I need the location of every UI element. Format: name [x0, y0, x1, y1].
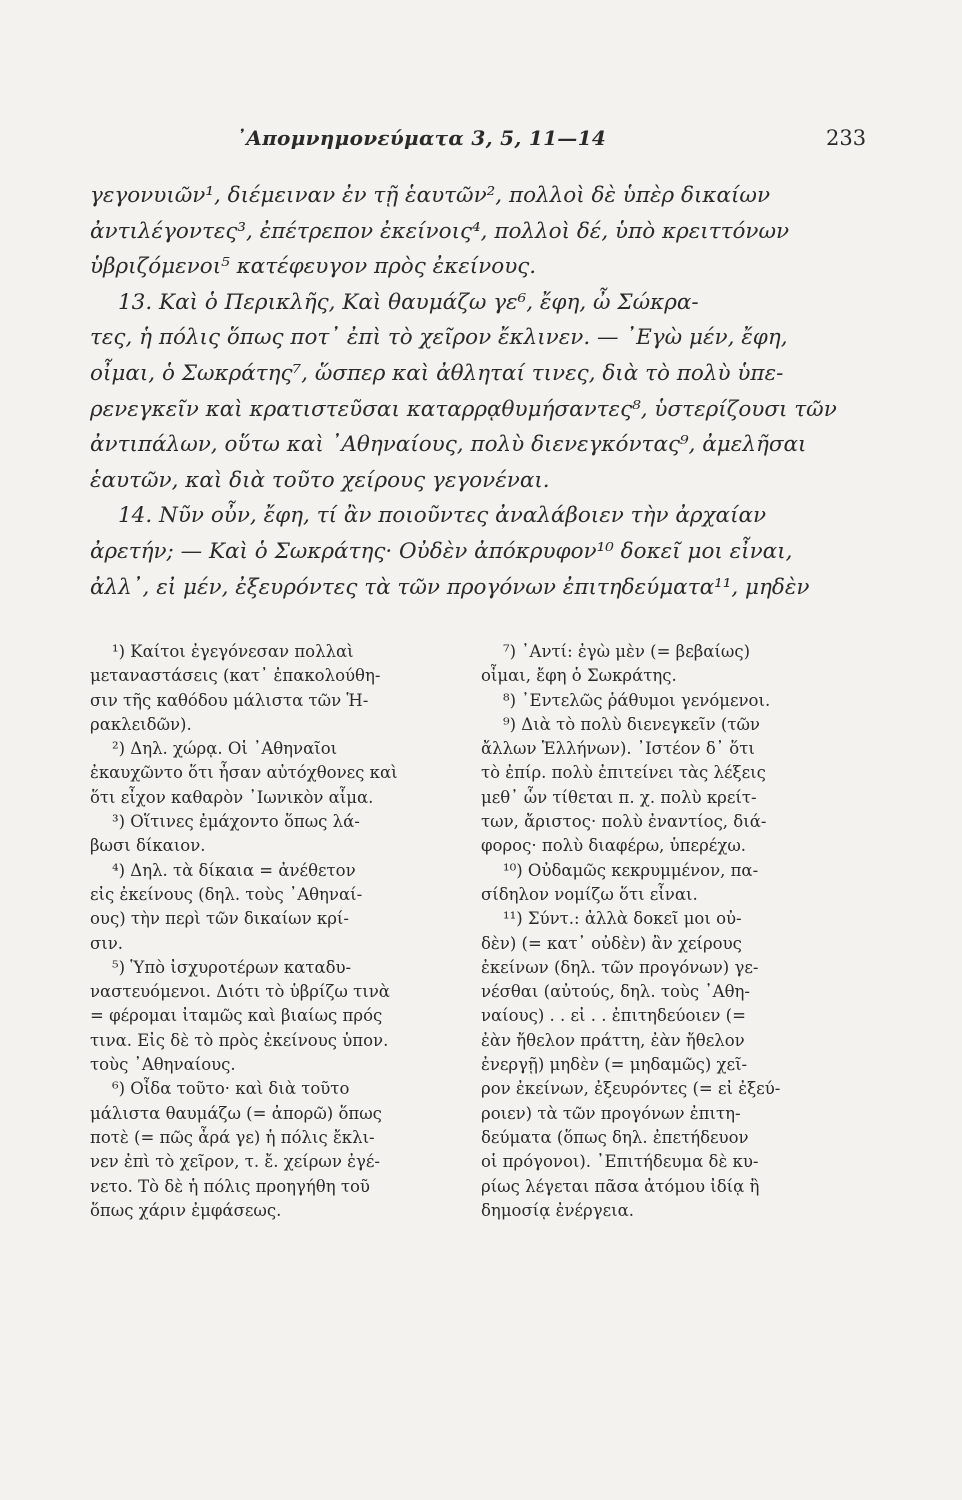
- running-head: ᾿Απομνημονεύματα 3, 5, 11—14: [236, 126, 607, 150]
- footnote-line: ⁹) Διὰ τὸ πολὺ διενεγκεῖν (τῶν: [503, 714, 760, 734]
- text-line: ἑαυτῶν, καὶ διὰ τοῦτο χείρους γεγονέναι.: [90, 467, 550, 493]
- footnote-line: σιν.: [90, 933, 124, 953]
- footnote-line: ⁸) ᾿Εντελῶς ῥάθυμοι γενόμενοι.: [503, 690, 771, 710]
- text-line: ἀντιπάλων, οὕτω καὶ ᾿Αθηναίους, πολὺ διενεγκόντας⁹, ἀμελῆσαι: [90, 432, 807, 458]
- section-13-start: 13. Καὶ ὁ Περικλῆς, Καὶ θαυμάζω γε⁶, ἔφη, ὦ Σώκρα-: [118, 289, 699, 315]
- footnote-line: ⁷) ᾿Αντί: ἐγὼ μὲν (= βεβαίως): [503, 642, 751, 661]
- footnote-line: ¹¹) Σύντ.: ἀλλὰ δοκεῖ μοι οὐ-: [503, 909, 742, 929]
- page-number: 233: [826, 126, 867, 150]
- footnote-line: ἐνεργῇ) μηδὲν (= μηδαμῶς) χεῖ-: [481, 1055, 748, 1075]
- footnote-line: φορος· πολὺ διαφέρω, ὑπερέχω.: [481, 836, 747, 856]
- text-line: ρενεγκεῖν καὶ κρατιστεῦσαι καταρρᾳθυμήσαντες⁸, ὑστερίζουσι τῶν: [90, 396, 837, 422]
- footnote-line: ¹⁰) Οὐδαμῶς κεκρυμμένον, πα-: [503, 860, 759, 880]
- page-header: [0, 126, 962, 156]
- footnote-line: βωσι δίκαιον.: [90, 836, 206, 856]
- footnote-line: ⁵) Ὑπὸ ἰσχυροτέρων καταδυ-: [112, 957, 352, 977]
- footnotes-right-column: [481, 640, 781, 1223]
- footnote-line: ρίως λέγεται πᾶσα ἀτόμου ἰδίᾳ ἢ: [481, 1176, 760, 1196]
- footnote-line: ναστευόμενοι. Διότι τὸ ὑβρίζω τινὰ: [90, 982, 390, 1002]
- footnote-line: = φέρομαι ἰταμῶς καὶ βιαίως πρός: [90, 1006, 383, 1026]
- footnote-line: τινα. Εἰς δὲ τὸ πρὸς ἐκείνους ὑπον.: [90, 1030, 389, 1050]
- text-line: ἀντιλέγοντες³, ἐπέτρεπον ἐκείνοις⁴, πολλοὶ δέ, ὑπὸ κρειττόνων: [90, 218, 790, 244]
- footnote-line: εἰς ἐκείνους (δηλ. τοὺς ᾿Αθηναί-: [90, 884, 363, 904]
- footnote-line: ὅτι εἶχον καθαρὸν ᾿Ιωνικὸν αἷμα.: [90, 787, 374, 807]
- section-14-start: 14. Νῦν οὖν, ἔφη, τί ἂν ποιοῦντες ἀναλάβοιεν τὴν ἀρχαίαν: [118, 503, 767, 529]
- footnote-line: ἐκαυχῶντο ὅτι ἦσαν αὐτόχθονες καὶ: [90, 763, 398, 783]
- footnote-line: ¹) Καίτοι ἐγεγόνεσαν πολλαὶ: [112, 642, 354, 661]
- footnote-line: οἱ πρόγονοι). ᾿Επιτήδευμα δὲ κυ-: [481, 1152, 759, 1172]
- footnote-line: ροιεν) τὰ τῶν προγόνων ἐπιτη-: [481, 1103, 741, 1123]
- text-line: ἀλλ᾿, εἰ μέν, ἐξευρόντες τὰ τῶν προγόνων ἐπιτηδεύματα¹¹, μηδὲν: [90, 574, 810, 600]
- footnote-line: ἐκείνων (δηλ. τῶν προγόνων) γε-: [481, 957, 759, 977]
- text-line: ὑβριζόμενοι⁵ κατέφευγον πρὸς ἐκείνους.: [90, 254, 537, 280]
- text-line: ἀρετήν; — Καὶ ὁ Σωκράτης· Οὐδὲν ἀπόκρυφον¹⁰ δοκεῖ μοι εἶναι,: [90, 538, 793, 564]
- footnote-line: ἄλλων Ἑλλήνων). ᾿Ιστέον δ᾿ ὅτι: [481, 739, 755, 759]
- text-line: οἶμαι, ὁ Σωκράτης⁷, ὥσπερ καὶ ἀθληταί τινες, διὰ τὸ πολὺ ὑπε-: [90, 360, 784, 386]
- footnote-line: μεθ᾿ ὧν τίθεται π. χ. πολὺ κρείτ-: [481, 787, 757, 807]
- footnote-line: δὲν) (= κατ᾿ οὐδὲν) ἂν χείρους: [481, 933, 742, 953]
- footnote-line: νετο. Τὸ δὲ ἡ πόλις προηγήθη τοῦ: [90, 1176, 370, 1196]
- footnote-line: νεν ἐπὶ τὸ χεῖρον, τ. ἔ. χείρων ἐγέ-: [90, 1152, 380, 1172]
- footnote-line: ρακλειδῶν).: [90, 714, 192, 734]
- footnote-line: ποτὲ (= πῶς ἆρά γε) ἡ πόλις ἔκλι-: [90, 1127, 375, 1147]
- text-line: τες, ἡ πόλις ὅπως ποτ᾿ ἐπὶ τὸ χεῖρον ἔκλινεν. — ᾿Εγὼ μέν, ἔφη,: [90, 325, 788, 351]
- footnote-line: ⁶) Οἶδα τοῦτο· καὶ διὰ τοῦτο: [112, 1079, 350, 1099]
- footnote-line: ⁴) Δηλ. τὰ δίκαια = ἀνέθετον: [112, 860, 356, 880]
- text-line: γεγονυιῶν¹, διέμειναν ἐν τῇ ἑαυτῶν², πολλοὶ δὲ ὑπὲρ δικαίων: [90, 183, 771, 208]
- footnote-line: σιν τῆς καθόδου μάλιστα τῶν Ἡ-: [90, 690, 369, 710]
- footnote-line: δεύματα (ὅπως δηλ. ἐπετήδευον: [481, 1127, 749, 1147]
- footnotes-left-column: [90, 640, 398, 1223]
- footnote-line: των, ἄριστος· πολὺ ἐναντίος, διά-: [481, 812, 767, 832]
- footnote-line: ³) Οἵτινες ἐμάχοντο ὅπως λά-: [112, 812, 360, 832]
- footnote-line: ὅπως χάριν ἐμφάσεως.: [90, 1200, 282, 1220]
- footnote-line: νέσθαι (αὐτούς, δηλ. τοὺς ᾿Αθη-: [481, 982, 750, 1002]
- footnote-line: οἶμαι, ἔφη ὁ Σωκράτης.: [481, 666, 677, 686]
- footnote-line: ²) Δηλ. χώρᾳ. Οἱ ᾿Αθηναῖοι: [112, 739, 338, 759]
- footnote-line: τοὺς ᾿Αθηναίους.: [90, 1055, 236, 1075]
- footnote-line: μάλιστα θαυμάζω (= ἀπορῶ) ὅπως: [90, 1103, 382, 1123]
- footnote-line: σίδηλον νομίζω ὅτι εἶναι.: [481, 884, 698, 904]
- footnote-line: δημοσίᾳ ἐνέργεια.: [481, 1200, 634, 1220]
- footnote-line: ναίους) . . εἰ . . ἐπιτηδεύοιεν (=: [481, 1006, 746, 1026]
- footnote-line: ους) τὴν περὶ τῶν δικαίων κρί-: [90, 909, 349, 929]
- footnote-line: ἐὰν ἤθελον πράττη, ἐὰν ἤθελον: [481, 1030, 745, 1050]
- footnote-line: τὸ ἐπίρ. πολὺ ἐπιτείνει τὰς λέξεις: [481, 763, 766, 783]
- main-text: [90, 178, 837, 605]
- footnote-line: μεταναστάσεις (κατ᾿ ἐπακολούθη-: [90, 666, 381, 686]
- footnote-line: ρον ἐκείνων, ἐξευρόντες (= εἰ ἐξεύ-: [481, 1079, 781, 1099]
